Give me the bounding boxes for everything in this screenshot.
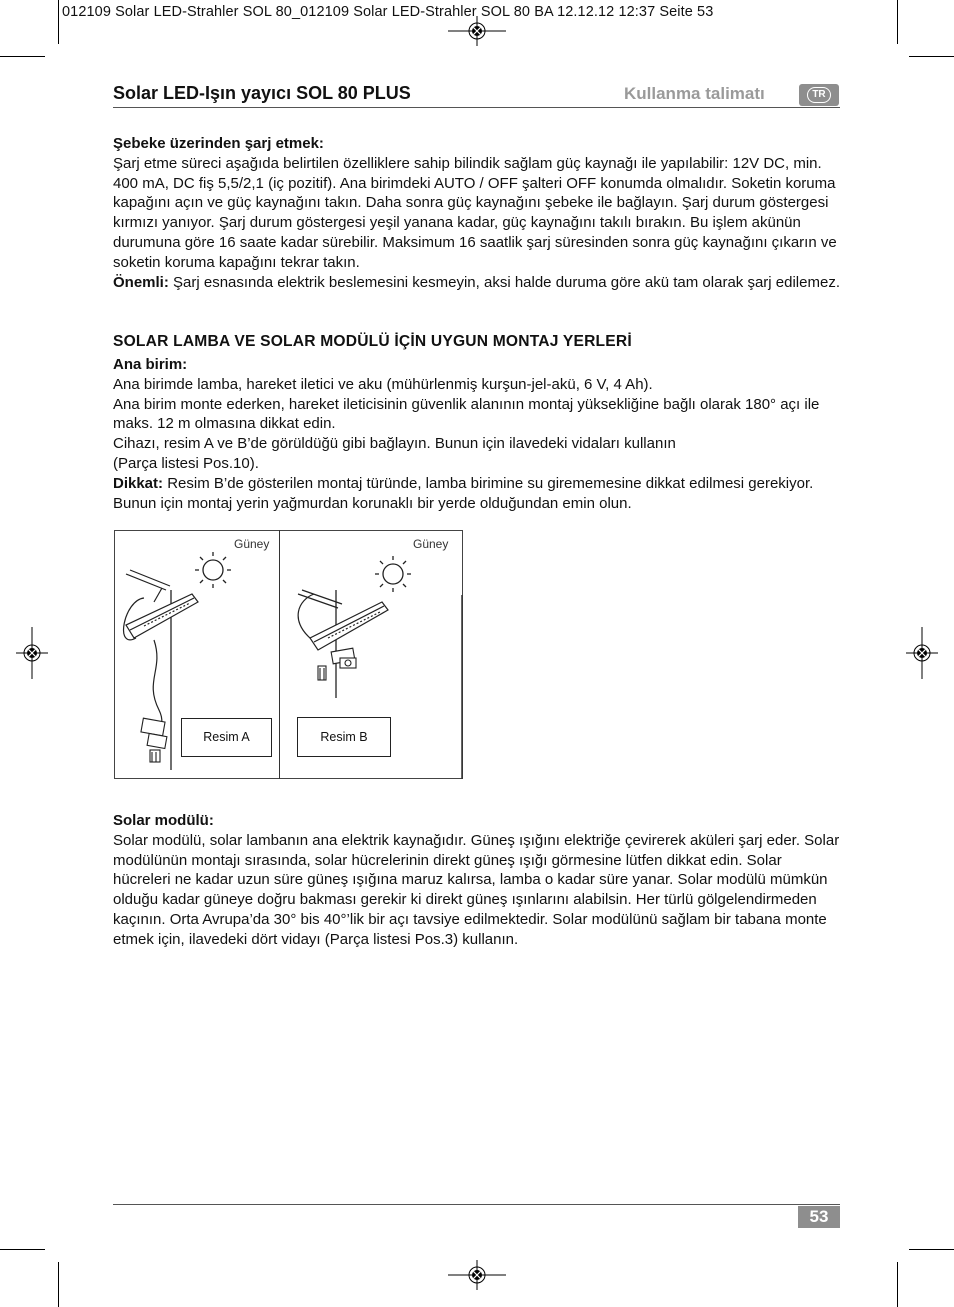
main-unit-paragraph: Ana birim monte ederken, hareket ileticisinin güvenlik alanının montaj yüksekliğine bağlı olarak 180° açı ile maks. 12 m olmasına dikkat edin.: [113, 395, 820, 433]
mounting-heading: SOLAR LAMBA VE SOLAR MODÜLÜ İÇİN UYGUN MONTAJ YERLERİ: [113, 333, 632, 350]
caution-note: [113, 474, 843, 514]
main-unit-paragraph: Ana birimde lamba, hareket iletici ve aku (mühürlenmiş kurşun-jel-akü, 6 V, 4 Ah).: [113, 375, 653, 393]
main-unit-paragraph: Cihazı, resim A ve B’de görüldüğü gibi bağlayın. Bunun için ilavedeki vidaları kullanın: [113, 435, 676, 453]
header-divider: [113, 107, 840, 108]
crop-mark: [909, 1249, 954, 1250]
registration-mark-icon: [16, 627, 48, 679]
note-text: Şarj esnasında elektrik beslemesini kesmeyin, aksi halde duruma göre akü tam olarak şarj edilemez.: [168, 273, 840, 291]
footer-divider: [113, 1204, 840, 1205]
crop-mark: [0, 1249, 45, 1250]
note-label: Önemli:: [113, 273, 169, 291]
charging-heading: Şebeke üzerinden şarj etmek:: [113, 135, 324, 152]
solar-module-body: Solar modülü, solar lambanın ana elektrik kaynağıdır. Güneş ışığını elektriğe çevirerek aküleri şarj eder. Solar modülünün montajı sırasında, solar hücrelerinin direkt güneş ışığı görmesine lütfen dikkat edin. Solar hücreleri ne kadar uzun süre güneş ışığına maruz kalırsa, lamba o kadar süre yanar. Solar modülü mümkün olduğu kadar güneye doğru bakması gerekir ki direkt güneş ışınlarını alabilsin. Her türlü gölgelendirmeden kaçının. Orta Avrupa’da 30° bis 40°’lik bir açı tavsiye edilmektedir. Solar modülünü sağlam bir tabana monte etmek için, ilavedeki dört vidayı (Parça listesi Pos.3) kullanın.: [113, 831, 840, 948]
mounting-illustration: [114, 530, 463, 779]
mounting-section: [113, 355, 843, 513]
solar-module-section: [113, 811, 843, 950]
page-number: 53: [798, 1206, 840, 1228]
registration-mark-icon: [906, 627, 938, 679]
crop-mark: [58, 0, 59, 44]
language-badge: [799, 84, 839, 106]
charging-body: Şarj etme süreci aşağıda belirtilen özelliklere sahip bilindik sağlam güç kaynağı ile yapılabilir: 12V DC, min. 400 mA, DC fiş 5,5/2,1 (iç pozitif). Ana birimdeki AUTO / OFF şalteri OFF konumda olmalıdır. Soketin koruma kapağını açın ve güç kaynağını takın. Daha sonra güç kaynağını şebeke ile bağlayın. Şarj durum göstergesi kırmızı yanıyor. Şarj durum göstergesi yeşil yanana kadar, güç kaynağını takılı bırakın. Bu işlem akünün durumuna göre 16 saate kadar sürebilir. Maksimum 16 saatlik şarj süresinden sonra güç kaynağını çıkarın ve soketin koruma kapağını tekrar takın.: [113, 154, 837, 271]
charging-note: [113, 273, 843, 293]
registration-mark-icon: [448, 1260, 506, 1290]
mounting-drawing: [114, 530, 463, 779]
picture-a-caption: Resim A: [181, 718, 272, 757]
print-slug: 012109 Solar LED-Strahler SOL 80_012109 Solar LED-Strahler SOL 80 BA 12.12.12 12:37 Seite 53: [62, 4, 714, 20]
direction-label: Güney: [234, 537, 270, 551]
crop-mark: [897, 0, 898, 44]
page-title: Solar LED-Işın yayıcı SOL 80 PLUS: [113, 83, 411, 103]
crop-mark: [897, 1262, 898, 1307]
registration-mark-icon: [448, 16, 506, 46]
note-text: Resim B’de gösterilen montaj türünde, lamba birimine su girememesine dikkat edilmesi gerekiyor. Bunun için montaj yerin yağmurdan korunaklı bir yerde olduğundan emin olun.: [113, 474, 814, 512]
main-unit-paragraph: (Parça listesi Pos.10).: [113, 454, 259, 472]
crop-mark: [909, 56, 954, 57]
crop-mark: [58, 1262, 59, 1307]
note-label: Dikkat:: [113, 474, 164, 492]
main-unit-heading: Ana birim:: [113, 356, 188, 373]
solar-module-heading: Solar modülü:: [113, 812, 214, 829]
language-code: TR: [807, 87, 831, 103]
picture-b-caption: Resim B: [297, 717, 391, 757]
direction-label: Güney: [413, 537, 449, 551]
crop-mark: [0, 56, 45, 57]
charging-section: [113, 134, 843, 292]
section-label: Kullanma talimatı: [624, 84, 765, 103]
